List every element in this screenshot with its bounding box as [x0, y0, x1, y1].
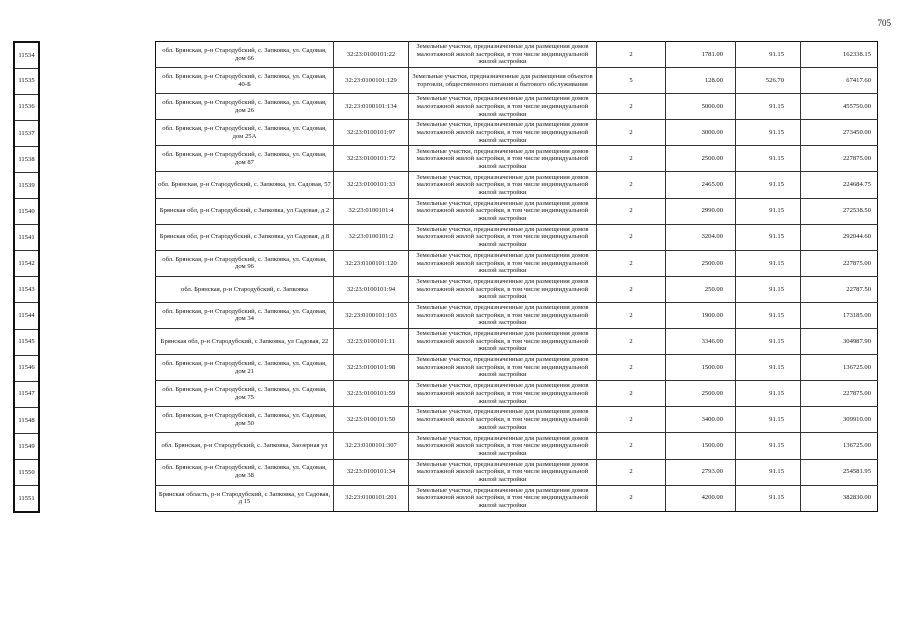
address-cell: обл. Брянская, р-н Стародубский, с. Запковка: [156, 276, 334, 302]
table-row: [156, 329, 878, 355]
table-row: [156, 459, 878, 485]
cadastral-value-cell: 67417.60: [801, 68, 878, 94]
row-number-row: [14, 120, 39, 146]
row-number-row: [14, 460, 39, 486]
unit-value-cell: 91.15: [736, 42, 801, 68]
land-use-cell: Земельные участки, предназначенные для размещения домов малоэтажной жилой застройки, в том числе индивидуальной жилой застройки: [409, 120, 597, 146]
cadastral-number-cell: 32:23:0100101:201: [334, 485, 409, 511]
group-cell: 2: [597, 120, 666, 146]
area-cell: 5000.00: [666, 94, 736, 120]
unit-value-cell: 91.15: [736, 120, 801, 146]
area-cell: 3346.00: [666, 329, 736, 355]
area-cell: 1500.00: [666, 433, 736, 459]
table-row: [156, 485, 878, 511]
row-number-row: [14, 329, 39, 355]
row-number-row: [14, 486, 39, 512]
group-cell: 2: [597, 94, 666, 120]
unit-value-cell: 91.15: [736, 146, 801, 172]
row-number-cell: 11547: [14, 381, 39, 407]
unit-value-cell: 91.15: [736, 381, 801, 407]
group-cell: 5: [597, 68, 666, 94]
table-row: [156, 198, 878, 224]
cadastral-value-cell: 272538.50: [801, 198, 878, 224]
land-use-cell: Земельные участки, предназначенные для размещения домов малоэтажной жилой застройки, в том числе индивидуальной жилой застройки: [409, 198, 597, 224]
area-cell: 2465.00: [666, 172, 736, 198]
land-use-cell: Земельные участки, предназначенные для размещения домов малоэтажной жилой застройки, в том числе индивидуальной жилой застройки: [409, 276, 597, 302]
cadastral-number-cell: 32:23:0100101:50: [334, 407, 409, 433]
group-cell: 2: [597, 302, 666, 328]
cadastral-number-cell: 32:23:0100101:59: [334, 381, 409, 407]
row-number-row: [14, 251, 39, 277]
address-cell: Брянская обл, р-н Стародубский, с Запковка, ул Садовая, д 2: [156, 198, 334, 224]
address-cell: обл. Брянская, р-н Стародубский, с. Запковка, ул. Садовая, дом 50: [156, 407, 334, 433]
row-number-cell: 11534: [14, 42, 39, 68]
area-cell: 2793.00: [666, 459, 736, 485]
row-number-cell: 11548: [14, 407, 39, 433]
cadastral-value-cell: 382830.00: [801, 485, 878, 511]
land-use-cell: Земельные участки, предназначенные для размещения домов малоэтажной жилой застройки, в том числе индивидуальной жилой застройки: [409, 224, 597, 250]
group-cell: 2: [597, 224, 666, 250]
row-number-row: [14, 303, 39, 329]
area-cell: 3000.00: [666, 120, 736, 146]
row-number-row: [14, 94, 39, 120]
land-use-cell: Земельные участки, предназначенные для размещения домов малоэтажной жилой застройки, в том числе индивидуальной жилой застройки: [409, 42, 597, 68]
row-number-cell: 11546: [14, 355, 39, 381]
table-row: [156, 146, 878, 172]
page-number: 705: [877, 18, 891, 28]
land-use-cell: Земельные участки, предназначенные для размещения домов малоэтажной жилой застройки, в том числе индивидуальной жилой застройки: [409, 172, 597, 198]
table-row: [156, 68, 878, 94]
address-cell: обл. Брянская, р-н Стародубский, с. Запковка, ул. Садовая, дом 87: [156, 146, 334, 172]
cadastral-number-cell: 32:23:0100101:98: [334, 355, 409, 381]
land-use-cell: Земельные участки, предназначенные для размещения домов малоэтажной жилой застройки, в том числе индивидуальной жилой застройки: [409, 459, 597, 485]
land-use-cell: Земельные участки, предназначенные для размещения домов малоэтажной жилой застройки, в том числе индивидуальной жилой застройки: [409, 250, 597, 276]
land-use-cell: Земельные участки, предназначенные для размещения домов малоэтажной жилой застройки, в том числе индивидуальной жилой застройки: [409, 146, 597, 172]
table-row: [156, 224, 878, 250]
group-cell: 2: [597, 329, 666, 355]
cadastral-value-cell: 309910.00: [801, 407, 878, 433]
cadastral-number-cell: 32:23:0100101:94: [334, 276, 409, 302]
address-cell: обл. Брянская, р-н Стародубский, с. Запковка, ул. Садовая, дом 96: [156, 250, 334, 276]
cadastral-number-cell: 32:23:0100101:120: [334, 250, 409, 276]
row-number-cell: 11544: [14, 303, 39, 329]
cadastral-number-cell: 32:23:0100101:103: [334, 302, 409, 328]
land-use-cell: Земельные участки, предназначенные для размещения домов малоэтажной жилой застройки, в том числе индивидуальной жилой застройки: [409, 485, 597, 511]
address-cell: обл. Брянская, р-н Стародубский, с. Запковка, ул. Садовая, дом 25А: [156, 120, 334, 146]
land-use-cell: Земельные участки, предназначенные для размещения домов малоэтажной жилой застройки, в том числе индивидуальной жилой застройки: [409, 407, 597, 433]
group-cell: 2: [597, 485, 666, 511]
cadastral-value-cell: 162338.15: [801, 42, 878, 68]
land-use-cell: Земельные участки, предназначенные для размещения домов малоэтажной жилой застройки, в том числе индивидуальной жилой застройки: [409, 381, 597, 407]
land-use-cell: Земельные участки, предназначенные для размещения домов малоэтажной жилой застройки, в том числе индивидуальной жилой застройки: [409, 302, 597, 328]
address-cell: обл. Брянская, р-н Стародубский, с. Запковка, ул. Садовая, дом 75: [156, 381, 334, 407]
row-number-row: [14, 433, 39, 459]
area-cell: 1900.00: [666, 302, 736, 328]
row-number-cell: 11538: [14, 146, 39, 172]
land-use-cell: Земельные участки, предназначенные для размещения домов малоэтажной жилой застройки, в том числе индивидуальной жилой застройки: [409, 355, 597, 381]
row-number-cell: 11536: [14, 94, 39, 120]
cadastral-value-cell: 173185.00: [801, 302, 878, 328]
table-row: [156, 172, 878, 198]
table-row: [156, 120, 878, 146]
row-number-cell: 11549: [14, 433, 39, 459]
cadastral-number-cell: 32:23:0100101:129: [334, 68, 409, 94]
cadastral-value-cell: 304987.90: [801, 329, 878, 355]
address-cell: Брянская область, р-н Стародубский, с Запковка, ул Садовая, д 15: [156, 485, 334, 511]
unit-value-cell: 91.15: [736, 407, 801, 433]
area-cell: 3400.00: [666, 407, 736, 433]
unit-value-cell: 91.15: [736, 250, 801, 276]
unit-value-cell: 91.15: [736, 276, 801, 302]
cadastral-number-cell: 32:23:0100101:134: [334, 94, 409, 120]
table-row: [156, 42, 878, 68]
row-number-row: [14, 355, 39, 381]
land-use-cell: Земельные участки, предназначенные для размещения домов малоэтажной жилой застройки, в том числе индивидуальной жилой застройки: [409, 329, 597, 355]
group-cell: 2: [597, 381, 666, 407]
unit-value-cell: 91.15: [736, 485, 801, 511]
row-number-row: [14, 68, 39, 94]
row-number-cell: 11541: [14, 225, 39, 251]
row-number-cell: 11545: [14, 329, 39, 355]
unit-value-cell: 526.70: [736, 68, 801, 94]
area-cell: 250.00: [666, 276, 736, 302]
area-cell: 4200.00: [666, 485, 736, 511]
unit-value-cell: 91.15: [736, 355, 801, 381]
group-cell: 2: [597, 172, 666, 198]
cadastral-number-cell: 32:23:0100101:33: [334, 172, 409, 198]
row-number-cell: 11543: [14, 277, 39, 303]
row-number-cell: 11535: [14, 68, 39, 94]
address-cell: обл. Брянская, р-н Стародубский, с. Запковка, ул. Садовая, дом 38: [156, 459, 334, 485]
table-row: [156, 355, 878, 381]
unit-value-cell: 91.15: [736, 94, 801, 120]
cadastral-value-cell: 227875.00: [801, 250, 878, 276]
land-use-cell: Земельные участки, предназначенные для размещения объектов торговли, общественного питания и бытового обслуживания: [409, 68, 597, 94]
address-cell: обл. Брянская, р-н Стародубский, с. Запковка, Заозерная ул: [156, 433, 334, 459]
address-cell: обл. Брянская, р-н Стародубский, с. Запковка, ул. Садовая, 57: [156, 172, 334, 198]
row-number-row: [14, 277, 39, 303]
group-cell: 2: [597, 42, 666, 68]
row-number-cell: 11550: [14, 460, 39, 486]
table-row: [156, 94, 878, 120]
row-number-row: [14, 42, 39, 68]
cadastral-number-cell: 32:23:0100101:2: [334, 224, 409, 250]
area-cell: 128.00: [666, 68, 736, 94]
table-row: [156, 250, 878, 276]
unit-value-cell: 91.15: [736, 198, 801, 224]
unit-value-cell: 91.15: [736, 433, 801, 459]
row-number-row: [14, 225, 39, 251]
row-number-cell: 11540: [14, 199, 39, 225]
area-cell: 2500.00: [666, 250, 736, 276]
row-number-row: [14, 381, 39, 407]
cadastral-number-cell: 32:23:0100101:72: [334, 146, 409, 172]
address-cell: Брянская обл, р-н Стародубский, с Запковка, ул Садовая, 22: [156, 329, 334, 355]
address-cell: обл. Брянская, р-н Стародубский, с. Запковка, ул. Садовая, 40-Б: [156, 68, 334, 94]
row-number-table: [13, 41, 40, 513]
land-plots-table: [155, 41, 878, 512]
area-cell: 2500.00: [666, 381, 736, 407]
cadastral-number-cell: 32:23:0100101:4: [334, 198, 409, 224]
cadastral-value-cell: 227875.00: [801, 381, 878, 407]
cadastral-value-cell: 455750.00: [801, 94, 878, 120]
cadastral-number-cell: 32:23:0100101:22: [334, 42, 409, 68]
address-cell: обл. Брянская, р-н Стародубский, с. Запковка, ул. Садовая, дом 26: [156, 94, 334, 120]
group-cell: 2: [597, 250, 666, 276]
row-number-row: [14, 146, 39, 172]
address-cell: обл. Брянская, р-н Стародубский, с. Запковка, ул. Садовая, дом 66: [156, 42, 334, 68]
area-cell: 3204.00: [666, 224, 736, 250]
land-use-cell: Земельные участки, предназначенные для размещения домов малоэтажной жилой застройки, в том числе индивидуальной жилой застройки: [409, 433, 597, 459]
unit-value-cell: 91.15: [736, 459, 801, 485]
cadastral-value-cell: 254581.95: [801, 459, 878, 485]
row-number-cell: 11542: [14, 251, 39, 277]
cadastral-value-cell: 292044.60: [801, 224, 878, 250]
group-cell: 2: [597, 198, 666, 224]
group-cell: 2: [597, 459, 666, 485]
group-cell: 2: [597, 146, 666, 172]
row-number-row: [14, 199, 39, 225]
table-row: [156, 433, 878, 459]
cadastral-value-cell: 273450.00: [801, 120, 878, 146]
row-number-cell: 11537: [14, 120, 39, 146]
land-use-cell: Земельные участки, предназначенные для размещения домов малоэтажной жилой застройки, в том числе индивидуальной жилой застройки: [409, 94, 597, 120]
group-cell: 2: [597, 433, 666, 459]
cadastral-value-cell: 22787.50: [801, 276, 878, 302]
area-cell: 2500.00: [666, 146, 736, 172]
cadastral-number-cell: 32:23:0100101:307: [334, 433, 409, 459]
unit-value-cell: 91.15: [736, 329, 801, 355]
land-plots-list: [156, 42, 878, 512]
cadastral-number-cell: 32:23:0100101:34: [334, 459, 409, 485]
unit-value-cell: 91.15: [736, 172, 801, 198]
cadastral-value-cell: 224684.75: [801, 172, 878, 198]
group-cell: 2: [597, 276, 666, 302]
group-cell: 2: [597, 407, 666, 433]
area-cell: 1781.00: [666, 42, 736, 68]
cadastral-number-cell: 32:23:0100101:11: [334, 329, 409, 355]
area-cell: 2990.00: [666, 198, 736, 224]
table-row: [156, 407, 878, 433]
row-number-list: [14, 42, 39, 512]
cadastral-value-cell: 136725.00: [801, 355, 878, 381]
cadastral-value-cell: 227875.00: [801, 146, 878, 172]
address-cell: Брянская обл, р-н Стародубский, с Запковка, ул Садовая, д 8: [156, 224, 334, 250]
table-row: [156, 381, 878, 407]
row-number-row: [14, 407, 39, 433]
group-cell: 2: [597, 355, 666, 381]
cadastral-value-cell: 136725.00: [801, 433, 878, 459]
unit-value-cell: 91.15: [736, 224, 801, 250]
row-number-cell: 11551: [14, 486, 39, 512]
address-cell: обл. Брянская, р-н Стародубский, с. Запковка, ул. Садовая, дом 34: [156, 302, 334, 328]
area-cell: 1500.00: [666, 355, 736, 381]
row-number-cell: 11539: [14, 172, 39, 198]
address-cell: обл. Брянская, р-н Стародубский, с. Запковка, ул. Садовая, дом 21: [156, 355, 334, 381]
table-row: [156, 276, 878, 302]
row-number-row: [14, 172, 39, 198]
cadastral-number-cell: 32:23:0100101:97: [334, 120, 409, 146]
table-row: [156, 302, 878, 328]
unit-value-cell: 91.15: [736, 302, 801, 328]
